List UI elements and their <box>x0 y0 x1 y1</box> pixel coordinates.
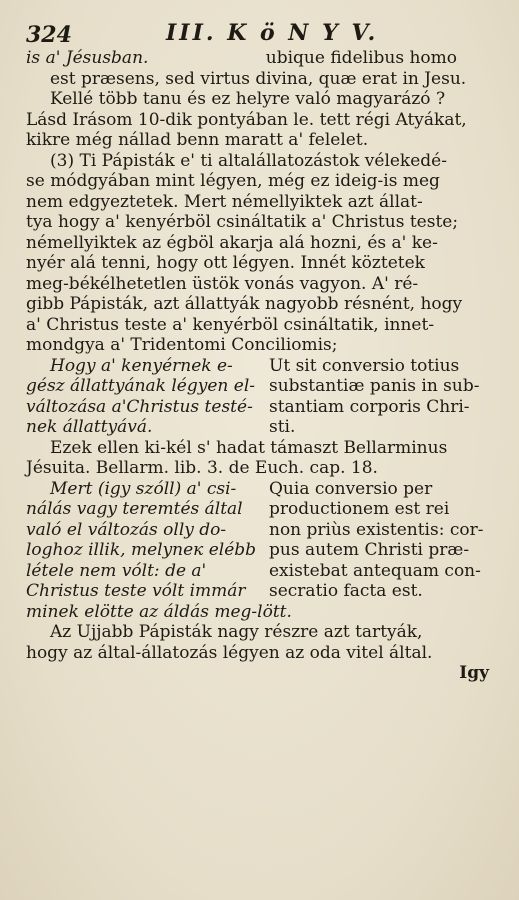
column-line: pus autem Christi præ- <box>269 540 470 560</box>
column-line: való el változás olly do- <box>26 519 227 540</box>
latin-column <box>251 356 497 438</box>
column-line: Quia conversio per <box>269 478 433 499</box>
text-line: se módgyában mint légyen, még ez ideig-is meg <box>26 171 440 191</box>
latin-fragment: ubique fidelibus homo <box>265 48 457 68</box>
column-line: non priùs existentis: cor- <box>269 519 484 540</box>
hungarian-column <box>26 355 256 438</box>
text-line: hogy az által-állatozás légyen az oda vitel által. <box>26 642 433 663</box>
column-line: Hogy a' kenyérnek e- <box>50 355 233 376</box>
column-line: minek elötte az áldás meg-lött. <box>26 601 292 622</box>
column-line: változása a'Christus testé- <box>26 396 253 417</box>
text-line: a' Christus teste a' kenyérböl csináltatik, innet- <box>26 314 435 335</box>
column-line: secratio facta est. <box>269 581 423 601</box>
column-line: substantiæ panis in sub- <box>269 376 480 396</box>
text-line: Az Ujjabb Pápisták nagy részre azt tartyák, <box>50 622 423 642</box>
catchword: Igy <box>459 663 489 683</box>
column-line: nálás vagy teremtés által <box>26 499 243 519</box>
text-line: kikre még nállad benn maratt a' felelet. <box>26 130 369 150</box>
text-line: mondgya a' Tridentomi Conciliomis; <box>26 335 338 355</box>
latin-column <box>251 479 497 623</box>
page-number: 324 <box>26 22 72 48</box>
text-block-top <box>26 48 497 356</box>
column-line: Christus teste vólt immár <box>26 581 246 601</box>
margin-note: is a' Jésusban. <box>26 48 149 68</box>
column-line: stantiam corporis Chri- <box>269 396 470 417</box>
text-line: nem edgyeztetek. Mert némellyiktek azt állat- <box>26 191 423 212</box>
text-block-mid <box>26 438 497 479</box>
text-line: nyér alá tenni, hogy ott légyen. Innét köztetek <box>26 253 425 273</box>
column-line: productionem est rei <box>269 499 450 519</box>
text-line: est præsens, sed virtus divina, quæ erat in Jesu. <box>50 68 467 89</box>
column-line: Ut sit conversio totius <box>269 355 460 376</box>
text-block-bottom <box>26 622 497 663</box>
parallel-columns-2 <box>26 479 497 623</box>
column-line: Mert (igy szóll) a' csi- <box>50 478 237 499</box>
page-header <box>26 14 497 48</box>
text-line: gibb Pápisták, azt állattyák nagyobb résnént, hogy <box>26 294 463 314</box>
text-line: tya hogy a' kenyérböl csináltatik a' Christus teste; <box>26 212 459 232</box>
column-line: gész állattyának légyen el- <box>26 376 256 396</box>
text-line: Lásd Irásom 10-dik pontyában le. tett régi Atyákat, <box>26 109 467 130</box>
running-head: III. K ö N Y V. <box>166 20 379 46</box>
text-line: meg-békélhetetlen üstök vonás vagyon. A' ré- <box>26 273 419 294</box>
column-line: loghoz illik, melyneк elébb <box>26 540 257 560</box>
text-line: Kellé több tanu és ez helyre való magyarázó ? <box>50 89 446 109</box>
text-line: (3) Ti Pápisták e' ti altalállatozástok vélekedé- <box>50 150 447 171</box>
text-line: némellyiktek az égböl akarja alá hozni, és a' ke- <box>26 232 438 253</box>
hungarian-column <box>26 478 292 623</box>
text-line: Ezek ellen ki-kél s' hadat támaszt Bellarminus <box>50 437 448 458</box>
parallel-columns-1 <box>26 356 497 438</box>
column-line: existebat antequam con- <box>269 560 481 581</box>
column-line: nek állattyává. <box>26 417 153 437</box>
text-line: Jésuita. Bellarm. lib. 3. de Euch. cap. 18. <box>26 458 378 478</box>
column-line: sti. <box>269 417 296 437</box>
column-line: létele nem vólt: de a' <box>26 560 207 581</box>
text-line <box>26 48 497 69</box>
